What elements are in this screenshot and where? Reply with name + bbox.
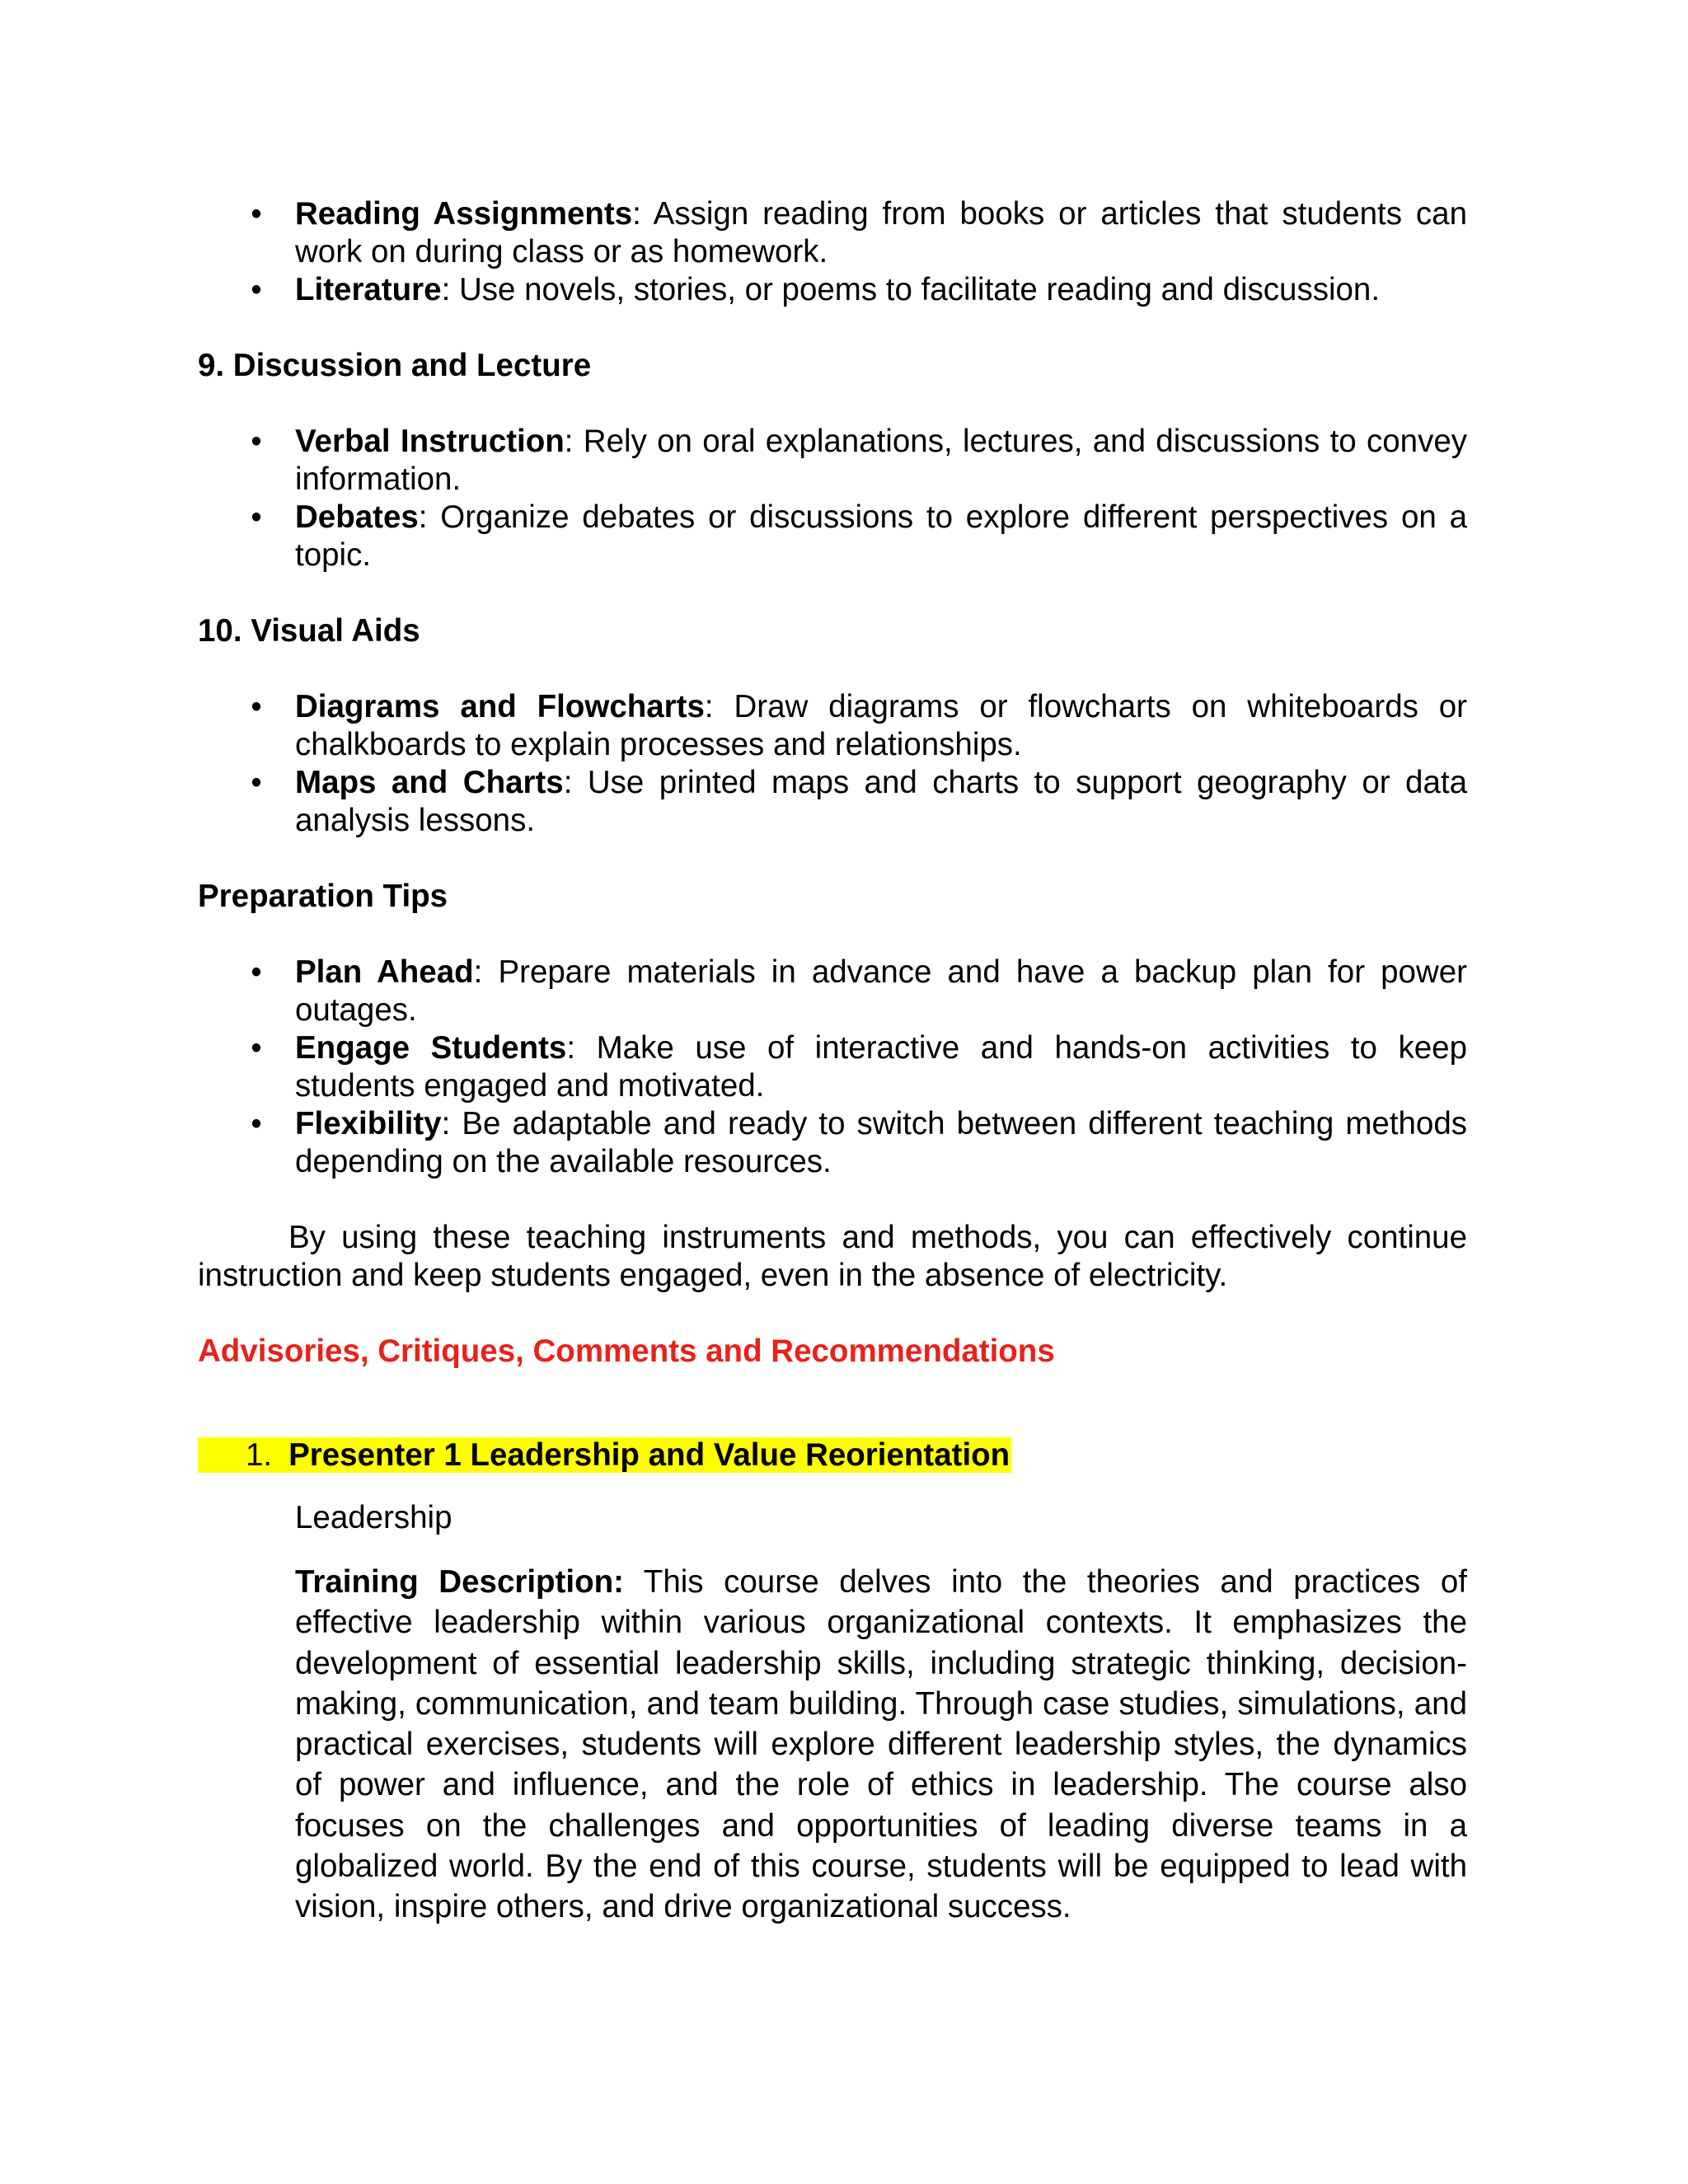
visual-aids-bullet-list	[198, 688, 1467, 840]
bullet-icon: •	[251, 1106, 262, 1141]
preparation-bullet-list	[198, 954, 1467, 1181]
bullet-icon: •	[251, 196, 262, 232]
bullet-text: : Be adaptable and ready to switch between different teaching methods depending on the available resources.	[295, 1106, 1467, 1179]
bullet-term: Engage Students	[295, 1030, 567, 1066]
bullet-term: Literature	[295, 272, 442, 307]
list-item	[198, 195, 1467, 271]
bullet-term: Flexibility	[295, 1106, 442, 1141]
list-item	[198, 271, 1467, 309]
bullet-icon: •	[251, 689, 262, 724]
highlighted-title	[198, 1437, 1011, 1473]
description-text: This course delves into the theories and practices of effective leadership within various organizational contexts. It emphasizes the development of essential leadership skills, including strategic thinking, decision-making, communication, and team building. Through case studies, simulations, and practical exercises, students will explore different leadership styles, the dynamics of power and influence, and the role of ethics in leadership. The course also focuses on the challenges and opportunities of leading diverse teams in a globalized world. By the end of this course, students will be equipped to lead with vision, inspire others, and drive organizational success.	[295, 1564, 1467, 1925]
bullet-icon: •	[251, 499, 262, 535]
bullet-text: : Assign reading from books or articles that students can work on during class or as homework.	[295, 196, 1467, 269]
bullet-icon: •	[251, 272, 262, 307]
item-number: 1.	[246, 1437, 273, 1473]
reading-bullet-list	[198, 195, 1467, 309]
section-heading-visual-aids: 10. Visual Aids	[198, 613, 420, 649]
bullet-icon: •	[251, 424, 262, 459]
bullet-text: : Draw diagrams or flowcharts on whiteboards or chalkboards to explain processes and relationships.	[295, 689, 1468, 762]
bullet-text: : Use printed maps and charts to support geography or data analysis lessons.	[295, 765, 1467, 838]
discussion-bullet-list	[198, 423, 1467, 574]
bullet-term: Debates	[295, 499, 419, 535]
list-item	[198, 499, 1467, 574]
bullet-text: : Organize debates or discussions to explore different perspectives on a topic.	[295, 499, 1467, 573]
page-content	[198, 195, 1467, 1928]
bullet-term: Diagrams and Flowcharts	[295, 689, 705, 724]
bullet-text: : Prepare materials in advance and have a backup plan for power outages.	[295, 954, 1467, 1028]
list-item	[198, 764, 1467, 840]
bullet-term: Verbal Instruction	[295, 424, 565, 459]
section-heading-preparation-tips: Preparation Tips	[198, 879, 448, 914]
list-item	[198, 1105, 1467, 1181]
item-title: Presenter 1 Leadership and Value Reorientation	[288, 1437, 1010, 1473]
bullet-term: Reading Assignments	[295, 196, 633, 232]
training-description	[198, 1562, 1467, 1928]
item-subtitle: Leadership	[295, 1500, 452, 1535]
advisories-heading: Advisories, Critiques, Comments and Recommendations	[198, 1333, 1055, 1369]
bullet-icon: •	[251, 954, 262, 990]
closing-paragraph: By using these teaching instruments and methods, you can effectively continue instruction and keep students engaged, even in the absence of electricity.	[198, 1220, 1467, 1293]
section-heading-discussion: 9. Discussion and Lecture	[198, 348, 592, 383]
bullet-icon: •	[251, 765, 262, 800]
list-item	[198, 1029, 1467, 1105]
presenter-item	[198, 1436, 1467, 1474]
description-label: Training Description:	[295, 1564, 624, 1600]
list-item	[198, 423, 1467, 499]
bullet-icon: •	[251, 1030, 262, 1066]
list-item	[198, 688, 1467, 764]
list-item	[198, 954, 1467, 1029]
bullet-term: Maps and Charts	[295, 765, 564, 800]
bullet-text: : Rely on oral explanations, lectures, and discussions to convey information.	[295, 424, 1467, 497]
bullet-text: : Make use of interactive and hands-on activities to keep students engaged and motivated.	[295, 1030, 1467, 1104]
bullet-text: : Use novels, stories, or poems to facilitate reading and discussion.	[441, 272, 1381, 307]
bullet-term: Plan Ahead	[295, 954, 474, 990]
